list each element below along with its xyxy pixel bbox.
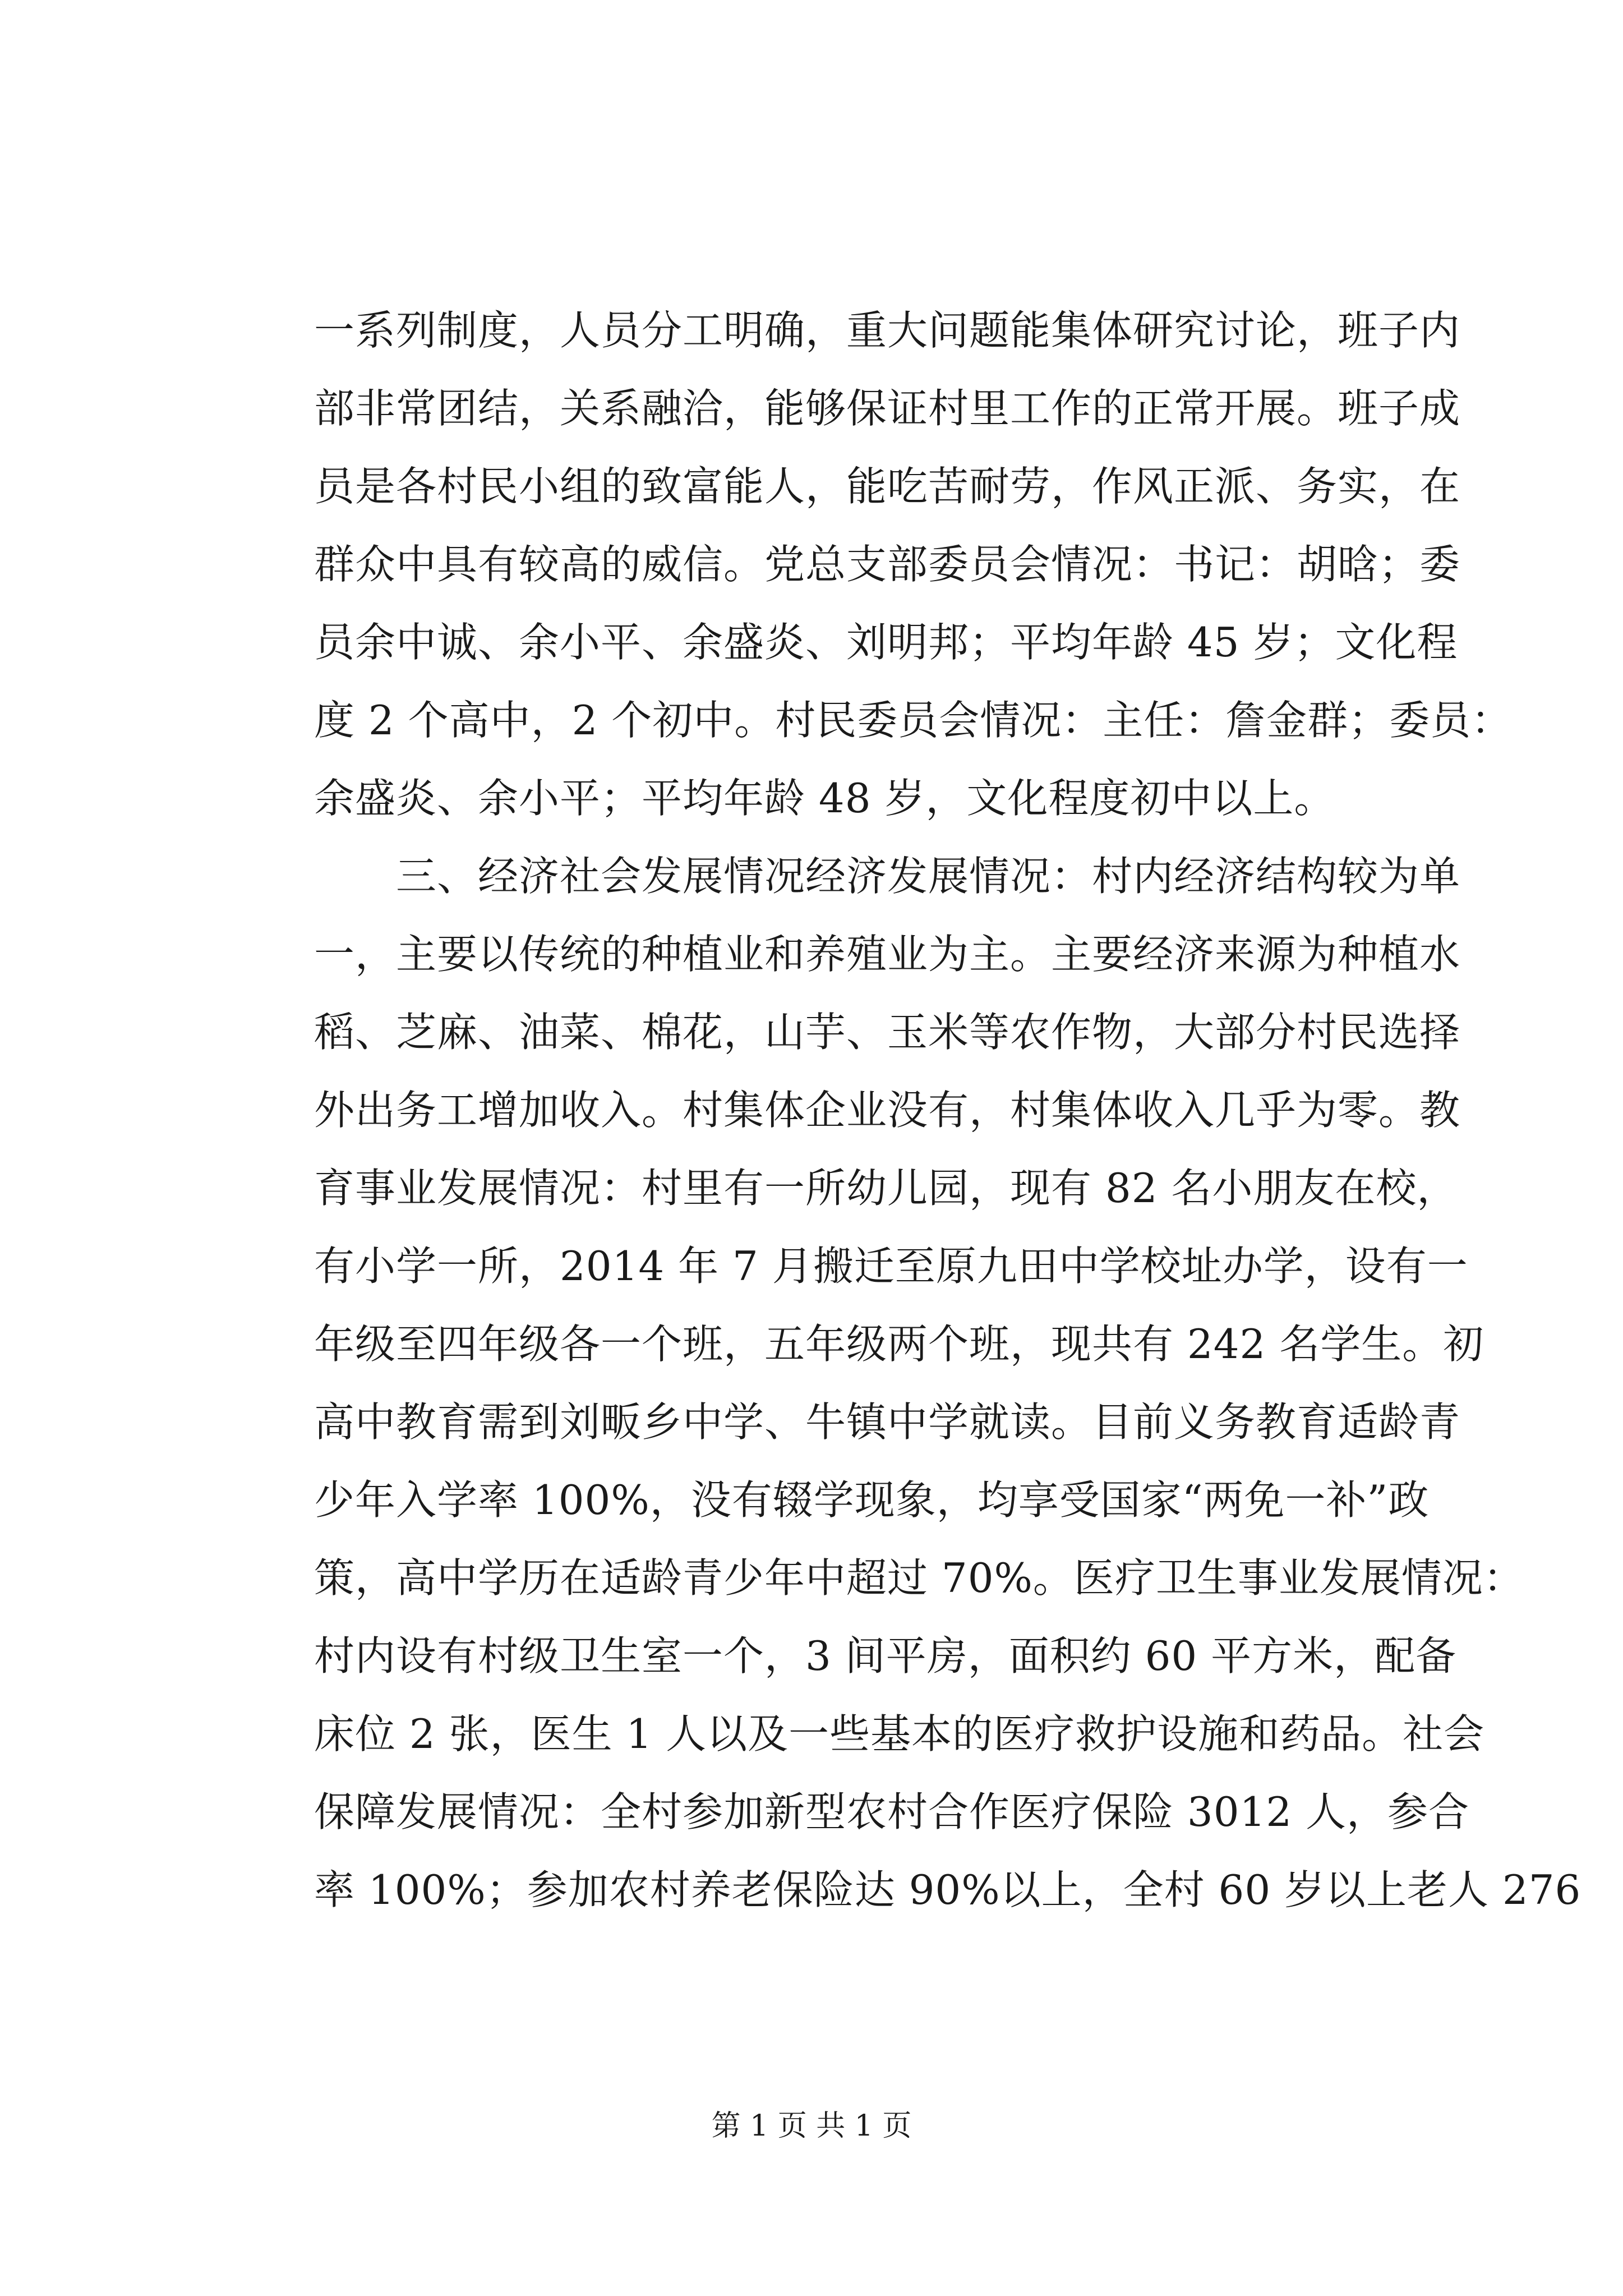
text-line: 余盛炎、余小平；平均年龄 48 岁，文化程度初中以上。 [314,775,1335,822]
text-line: 员余中诚、余小平、余盛炎、刘明邦；平均年龄 45 岁；文化程 [314,619,1458,666]
text-line: 少年入学率 100%，没有辍学现象，均享受国家“两免一补”政 [314,1476,1430,1524]
text-line: 有小学一所，2014 年 7 月搬迁至原九田中学校址办学，设有一 [314,1243,1468,1290]
text-line: 策，高中学历在适龄青少年中超过 70%。医疗卫生事业发展情况： [314,1554,1524,1602]
page-number-label: 第 1 页 共 1 页 [711,2109,912,2143]
text-line: 床位 2 张，医生 1 人以及一些基本的医疗救护设施和药品。社会 [314,1710,1485,1757]
text-line: 育事业发展情况：村里有一所幼儿园，现有 82 名小朋友在校， [314,1165,1458,1212]
text-line: 率 100%；参加农村养老保险达 90%以上，全村 60 岁以上老人 276 [314,1866,1581,1913]
text-line: 一，主要以传统的种植业和养殖业为主。主要经济来源为种植水 [314,931,1461,978]
text-line: 年级至四年级各一个班，五年级两个班，现共有 242 名学生。初 [314,1320,1484,1368]
text-line: 稻、芝麻、油菜、棉花，山芋、玉米等农作物，大部分村民选择 [314,1009,1461,1056]
text-line: 部非常团结，关系融洽，能够保证村里工作的正常开展。班子成 [314,385,1461,432]
text-line: 高中教育需到刘畈乡中学、牛镇中学就读。目前义务教育适龄青 [314,1398,1461,1446]
text-line: 员是各村民小组的致富能人，能吃苦耐劳，作风正派、务实，在 [314,463,1461,510]
text-line: 保障发展情况：全村参加新型农村合作医疗保险 3012 人，参合 [314,1788,1470,1835]
text-line: 村内设有村级卫生室一个，3 间平房，面积约 60 平方米，配备 [314,1632,1457,1680]
text-line: 度 2 个高中，2 个初中。村民委员会情况：主任：詹金群；委员： [314,697,1513,744]
text-line: 外出务工增加收入。村集体企业没有，村集体收入几乎为零。教 [314,1087,1461,1134]
page-footer [0,2106,1623,2146]
body-text [314,292,1581,1929]
text-line: 三、经济社会发展情况经济发展情况：村内经济结构较为单 [314,853,1461,900]
text-line: 群众中具有较高的威信。党总支部委员会情况：书记：胡晗；委 [314,541,1461,588]
text-line: 一系列制度，人员分工明确，重大问题能集体研究讨论，班子内 [314,307,1461,354]
